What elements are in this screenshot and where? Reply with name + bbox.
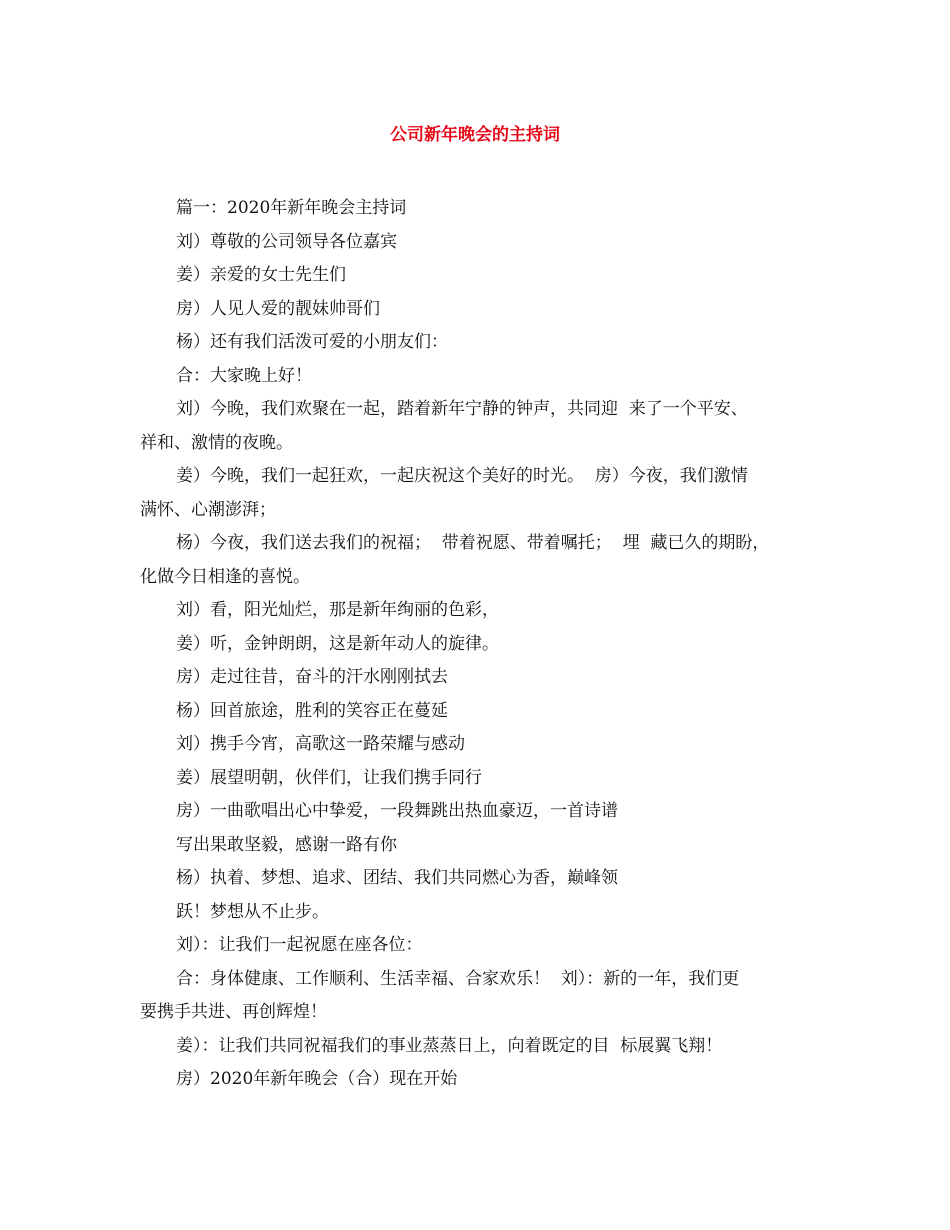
text-line: 姜）展望明朝，伙伴们，让我们携手同行 [176, 767, 482, 788]
text-line: 化做今日相逢的喜悦。 [140, 566, 310, 587]
text-line: 要携手共进、再创辉煌！ [140, 1002, 327, 1022]
text-line: 姜）听，金钟朗朗，这是新年动人的旋律。 [176, 633, 499, 654]
text-line: 刘）携手今宵，高歌这一路荣耀与感动 [176, 734, 465, 754]
text-line: 杨）今夜，我们送去我们的祝福； 带着祝愿、带着嘱托； 埋 藏已久的期盼， [176, 533, 770, 553]
text-line: 房）走过往昔，奋斗的汗水刚刚拭去 [176, 667, 448, 687]
text-line: 房）一曲歌唱出心中挚爱，一段舞跳出热血豪迈，一首诗谱 [176, 801, 618, 821]
document-title: 公司新年晚会的主持词 [390, 125, 560, 145]
text-line: 刘）：让我们一起祝愿在座各位： [176, 935, 423, 955]
text-line: 刘）尊敬的公司领导各位嘉宾 [176, 231, 397, 252]
text-line: 刘）今晚，我们欢聚在一起，踏着新年宁静的钟声，共同迎 来了一个平安、 [176, 399, 748, 419]
text-line: 房）人见人爱的靓妹帅哥们 [176, 298, 380, 319]
document-body [140, 192, 830, 1097]
text-line: 姜）亲爱的女士先生们 [176, 265, 346, 285]
text-line: 满怀、心潮澎湃； [140, 499, 276, 520]
text-line: 姜）今晚，我们一起狂欢，一起庆祝这个美好的时光。 房）今夜，我们激情 [176, 466, 748, 486]
text-line: 篇一：2020年新年晚会主持词 [176, 198, 407, 218]
text-line: 杨）执着、梦想、追求、团结、我们共同燃心为香，巅峰领 [176, 868, 618, 888]
text-line: 合：大家晚上好！ [176, 365, 312, 386]
text-line: 祥和、激情的夜晚。 [140, 432, 293, 453]
text-line: 姜）：让我们共同祝福我们的事业蒸蒸日上，向着既定的目 标展翼飞翔！ [176, 1035, 723, 1056]
text-line: 杨）还有我们活泼可爱的小朋友们： [176, 332, 448, 352]
text-line: 刘）看，阳光灿烂，那是新年绚丽的色彩， [176, 600, 499, 620]
text-line: 写出果敢坚毅，感谢一路有你 [176, 834, 397, 855]
text-line: 跃！梦想从不止步。 [176, 901, 329, 922]
text-line: 杨）回首旅途，胜利的笑容正在蔓延 [176, 700, 448, 721]
text-line: 房）2020年新年晚会（合）现在开始 [176, 1069, 458, 1089]
text-line: 合：身体健康、工作顺利、生活幸福、合家欢乐！ 刘）：新的一年，我们更 [176, 968, 740, 989]
